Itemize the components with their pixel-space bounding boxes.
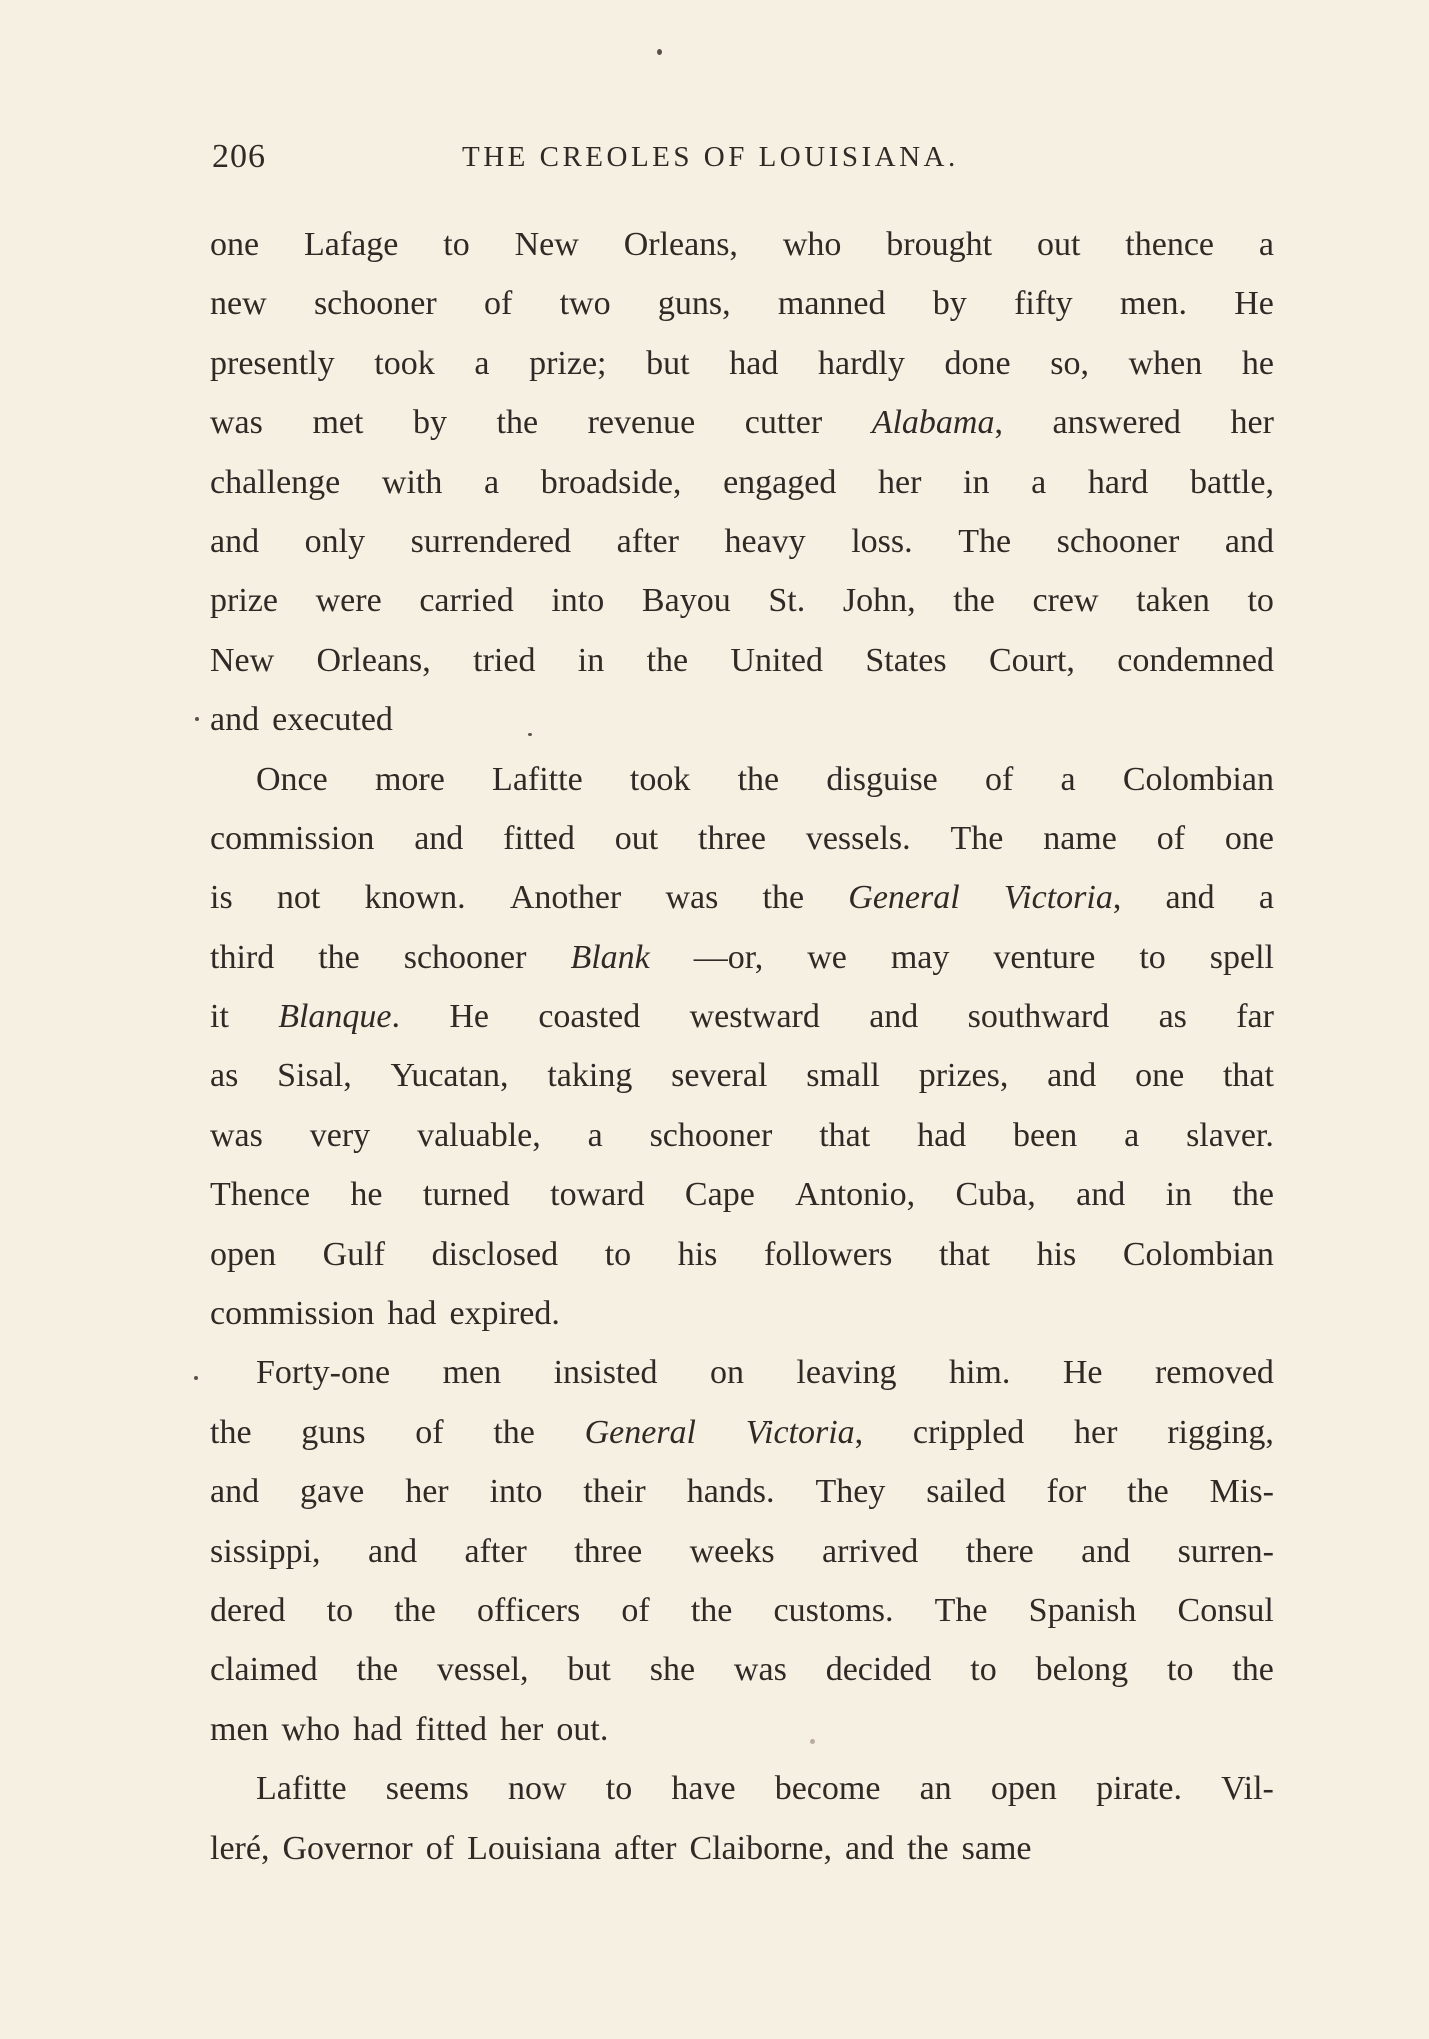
word: he	[1241, 344, 1274, 382]
word: Antonio,	[795, 1176, 916, 1214]
word: Lafage	[303, 226, 399, 263]
word: schooner	[1056, 522, 1180, 560]
word: leaving	[796, 1354, 897, 1392]
word: fitted	[415, 1710, 487, 1748]
word: Claiborne,	[689, 1829, 833, 1867]
word: Gulf	[322, 1235, 385, 1273]
word: John,	[842, 582, 916, 620]
word: done	[944, 344, 1011, 382]
word: three	[574, 1532, 643, 1570]
word: have	[671, 1770, 736, 1808]
word: broadside,	[540, 463, 682, 501]
word: the	[1232, 1176, 1274, 1214]
word: condemned	[1117, 641, 1274, 679]
word: claimed	[210, 1651, 318, 1689]
word: her	[499, 1710, 544, 1748]
word: hard	[1087, 463, 1149, 501]
word: the	[953, 582, 995, 620]
word: to	[326, 1591, 354, 1629]
word: and	[1047, 1057, 1097, 1095]
word: and	[1165, 879, 1215, 917]
word: and	[210, 522, 260, 560]
text-line	[210, 571, 1274, 630]
word: weeks	[689, 1532, 775, 1570]
word: out.	[556, 1710, 609, 1748]
word: States	[865, 641, 947, 679]
word: only	[304, 522, 366, 560]
word: Forty-one	[256, 1354, 391, 1392]
word: so,	[1050, 344, 1089, 382]
text-line	[210, 274, 1274, 333]
word: surrendered	[410, 522, 572, 560]
word: her	[405, 1473, 449, 1511]
word: Victoria,	[745, 1413, 864, 1451]
word: insisted	[553, 1354, 658, 1392]
word: the	[356, 1651, 399, 1689]
word: of	[425, 1829, 455, 1867]
word: Orleans,	[623, 226, 738, 263]
word: Lafitte	[256, 1770, 347, 1808]
word: He	[1234, 285, 1274, 323]
text-line	[210, 1106, 1274, 1165]
word: hands.	[686, 1473, 775, 1511]
word: to	[1247, 582, 1274, 620]
word: tried	[473, 641, 536, 679]
word: to	[604, 1235, 632, 1273]
word: sissippi,	[210, 1532, 321, 1570]
word: Orleans,	[316, 641, 431, 679]
word: heavy	[724, 522, 806, 560]
word: westward	[689, 998, 820, 1036]
word: decided	[825, 1651, 932, 1689]
word: far	[1236, 998, 1274, 1036]
word: challenge	[210, 463, 341, 501]
word: of	[621, 1591, 650, 1629]
word: into	[489, 1473, 543, 1511]
word: out	[1036, 226, 1081, 263]
word: men	[210, 1710, 269, 1748]
word: of	[415, 1413, 444, 1451]
word: with	[381, 463, 443, 501]
word: rigging,	[1167, 1413, 1274, 1451]
text-line	[210, 1403, 1274, 1462]
word: commission	[210, 1295, 375, 1333]
word: New	[210, 641, 275, 679]
word: the	[493, 1413, 535, 1451]
word: crippled	[912, 1413, 1025, 1451]
word: arrived	[822, 1532, 919, 1570]
word: to	[1139, 938, 1166, 976]
text-line	[210, 987, 1274, 1046]
word: to	[605, 1770, 633, 1808]
text-line	[210, 868, 1274, 927]
word: three	[698, 819, 766, 857]
word: may	[890, 938, 950, 976]
word: known.	[364, 879, 466, 917]
word: removed	[1154, 1354, 1274, 1392]
word: her	[1074, 1413, 1118, 1451]
word: had	[353, 1710, 403, 1748]
word: answered	[1052, 404, 1181, 442]
ink-speck	[195, 717, 199, 721]
word: become	[774, 1770, 881, 1808]
word: presently	[210, 344, 335, 382]
text-line	[210, 1700, 1274, 1759]
word: Vil-	[1221, 1770, 1274, 1808]
word: we	[807, 938, 847, 976]
word: Once	[256, 760, 328, 798]
word: prize;	[529, 344, 607, 382]
word: the	[318, 938, 360, 976]
word: spell	[1209, 938, 1274, 976]
word: Alabama,	[871, 404, 1003, 442]
word: Bayou	[641, 582, 731, 620]
word: she	[649, 1651, 696, 1689]
word: to	[970, 1651, 997, 1689]
word: their	[583, 1473, 646, 1511]
ink-speck	[194, 1376, 198, 1380]
word: and	[210, 1473, 260, 1511]
text-line	[210, 1284, 1274, 1343]
word: He	[1062, 1354, 1103, 1392]
word: to	[443, 226, 470, 263]
paragraph	[210, 1343, 1274, 1759]
word: was	[665, 879, 719, 917]
word: of	[1156, 819, 1186, 857]
word: her	[1230, 404, 1274, 442]
word: two	[559, 285, 611, 323]
word: They	[815, 1473, 886, 1511]
word: small	[806, 1057, 880, 1095]
word: coasted	[538, 998, 641, 1036]
word: for	[1046, 1473, 1087, 1511]
word: of	[483, 285, 513, 323]
word: took	[374, 344, 435, 382]
word: took	[629, 760, 691, 798]
word: is	[210, 879, 233, 917]
word: vessels.	[805, 819, 911, 857]
word: by	[412, 404, 447, 442]
word: open	[990, 1770, 1057, 1808]
word: Louisiana	[467, 1829, 602, 1867]
word: in	[1165, 1176, 1193, 1214]
paragraph	[210, 750, 1274, 1344]
word: same	[961, 1829, 1032, 1867]
word: his	[1036, 1235, 1077, 1273]
word: The	[934, 1591, 988, 1629]
word: United	[730, 641, 824, 679]
word: met	[312, 404, 364, 442]
word: a	[1124, 1116, 1140, 1154]
word: Another	[509, 879, 622, 917]
word: had	[387, 1295, 437, 1333]
text-line	[210, 1581, 1274, 1640]
word: Mis-	[1209, 1473, 1274, 1511]
word: as	[1158, 998, 1187, 1036]
word: and	[869, 998, 919, 1036]
word: Court,	[988, 641, 1075, 679]
word: fitted	[503, 819, 575, 857]
word: out	[614, 819, 659, 857]
word: and	[845, 1829, 895, 1867]
word: one	[1135, 1057, 1185, 1095]
word: toward	[550, 1176, 645, 1214]
word: seems	[385, 1770, 469, 1808]
text-line	[210, 453, 1274, 512]
word: by	[932, 285, 967, 323]
word: loss.	[851, 522, 913, 560]
word: slaver.	[1186, 1116, 1274, 1154]
word: Colombian	[1122, 1235, 1274, 1273]
word: but	[646, 344, 690, 382]
word: a	[587, 1116, 603, 1154]
word: disguise	[826, 760, 938, 798]
ink-speck	[657, 49, 662, 55]
word: General	[584, 1413, 697, 1451]
word: in	[577, 641, 605, 679]
word: into	[551, 582, 605, 620]
word: thence	[1125, 226, 1215, 263]
word: was	[210, 1116, 263, 1154]
word: that	[939, 1235, 990, 1273]
word: turned	[422, 1176, 510, 1214]
text-line	[210, 1759, 1274, 1818]
word: but	[567, 1651, 611, 1689]
word: and	[367, 1532, 418, 1570]
word: hardly	[817, 344, 905, 382]
word: St.	[768, 582, 806, 620]
word: very	[309, 1116, 371, 1154]
word: a	[484, 463, 500, 501]
word: been	[1013, 1116, 1078, 1154]
word: as	[210, 1057, 239, 1095]
text-line	[210, 512, 1274, 571]
word: The	[950, 819, 1004, 857]
word: officers	[476, 1591, 581, 1629]
text-line	[210, 1046, 1274, 1105]
word: the	[646, 641, 689, 679]
word: open	[210, 1235, 277, 1273]
text-line	[210, 928, 1274, 987]
word: brought	[886, 226, 993, 263]
word: cutter	[744, 404, 823, 442]
text-line	[210, 750, 1274, 809]
word: in	[963, 463, 990, 501]
word: a	[1031, 463, 1047, 501]
word: He	[449, 998, 489, 1036]
word: venture	[993, 938, 1096, 976]
text-line	[210, 809, 1274, 868]
page-number: 206	[212, 138, 266, 175]
text-line	[210, 1522, 1274, 1581]
word: expired.	[449, 1295, 560, 1333]
word: pirate.	[1096, 1770, 1182, 1808]
text-line	[210, 1462, 1274, 1521]
word: now	[508, 1770, 567, 1808]
word: surren-	[1177, 1532, 1274, 1570]
word: Colombian	[1122, 760, 1274, 798]
word: taken	[1136, 582, 1210, 620]
text-line	[210, 690, 1274, 749]
word: the	[737, 760, 780, 798]
word: more	[374, 760, 445, 798]
word: prize	[210, 582, 278, 620]
word: carried	[419, 582, 514, 620]
word: Governor	[282, 1829, 413, 1867]
word: of	[985, 760, 1014, 798]
word: several	[671, 1057, 768, 1095]
word: were	[315, 582, 382, 620]
text-line	[210, 1640, 1274, 1699]
paragraph	[210, 215, 1274, 750]
word: his	[677, 1235, 718, 1273]
word: on	[709, 1354, 744, 1392]
word: men.	[1119, 285, 1187, 323]
word: crew	[1032, 582, 1099, 620]
word: Cape	[684, 1176, 755, 1214]
paragraph	[210, 1759, 1274, 1878]
word: that	[1222, 1057, 1274, 1095]
word: a	[1258, 879, 1274, 917]
running-head: THE CREOLES OF LOUISIANA.	[462, 141, 959, 173]
text-line	[210, 631, 1274, 690]
word: the	[1232, 1651, 1274, 1689]
word: schooner	[403, 938, 527, 976]
word: had	[729, 344, 779, 382]
word: and	[210, 701, 260, 739]
word: and	[1076, 1176, 1126, 1214]
word: one	[210, 226, 260, 263]
word: the	[690, 1591, 733, 1629]
word: General	[848, 879, 960, 917]
word: a	[1060, 760, 1076, 798]
word: The	[958, 522, 1012, 560]
word: to	[1167, 1651, 1194, 1689]
word: Yucatan,	[390, 1057, 509, 1095]
text-line	[210, 1225, 1274, 1284]
body-text	[210, 215, 1274, 1878]
word: had	[917, 1116, 967, 1154]
word: —or,	[693, 938, 764, 976]
word: New	[514, 226, 579, 263]
word: manned	[777, 285, 886, 323]
word: was	[210, 404, 263, 442]
word: Spanish	[1028, 1591, 1137, 1629]
word: him.	[948, 1354, 1011, 1392]
word: Victoria,	[1003, 879, 1122, 917]
text-line	[210, 393, 1274, 452]
word: Blanque.	[278, 998, 401, 1036]
word: Lafitte	[492, 760, 583, 798]
word: taking	[547, 1057, 633, 1095]
word: battle,	[1189, 463, 1274, 501]
word: who	[281, 1710, 341, 1748]
word: after	[616, 522, 679, 560]
word: one	[1224, 819, 1274, 857]
word: prizes,	[918, 1057, 1009, 1095]
word: the	[762, 879, 805, 917]
word: dered	[210, 1591, 286, 1629]
word: valuable,	[417, 1116, 541, 1154]
word: customs.	[773, 1591, 894, 1629]
text-line	[210, 1165, 1274, 1224]
word: guns,	[657, 285, 731, 323]
word: engaged	[723, 463, 837, 501]
word: Consul	[1177, 1591, 1274, 1629]
word: schooner	[313, 285, 437, 323]
word: fifty	[1014, 285, 1073, 323]
text-line	[210, 1819, 1274, 1878]
word: guns	[301, 1413, 366, 1451]
word: the	[907, 1829, 949, 1867]
word: new	[210, 285, 267, 323]
word: her	[877, 463, 922, 501]
word: not	[276, 879, 321, 917]
word: the	[210, 1413, 252, 1451]
page-header	[212, 138, 1272, 182]
word: vessel,	[436, 1651, 529, 1689]
word: commission	[210, 819, 375, 857]
word: belong	[1035, 1651, 1129, 1689]
word: it	[210, 998, 229, 1036]
word: and	[414, 819, 464, 857]
word: after	[614, 1829, 677, 1867]
word: was	[733, 1651, 787, 1689]
word: when	[1128, 344, 1203, 382]
text-line	[210, 1343, 1274, 1402]
word: an	[919, 1770, 952, 1808]
word: southward	[967, 998, 1110, 1036]
word: Sisal,	[277, 1057, 352, 1095]
word: and	[1081, 1532, 1131, 1570]
word: executed	[272, 701, 393, 739]
word: and	[1224, 522, 1274, 560]
text-line	[210, 334, 1274, 393]
word: gave	[300, 1473, 365, 1511]
word: he	[350, 1176, 383, 1214]
word: third	[210, 938, 275, 976]
word: leré,	[210, 1829, 270, 1867]
word: Blank	[570, 938, 650, 976]
word: schooner	[649, 1116, 773, 1154]
word: the	[1127, 1473, 1169, 1511]
text-line	[210, 215, 1274, 274]
word: after	[464, 1532, 527, 1570]
word: a	[474, 344, 490, 382]
word: disclosed	[431, 1235, 559, 1273]
word: men	[442, 1354, 502, 1392]
word: that	[819, 1116, 871, 1154]
word: a	[1258, 226, 1274, 263]
word: sailed	[926, 1473, 1006, 1511]
word: name	[1043, 819, 1117, 857]
word: the	[394, 1591, 436, 1629]
word: revenue	[587, 404, 696, 442]
word: followers	[764, 1235, 893, 1273]
word: there	[965, 1532, 1034, 1570]
word: Cuba,	[955, 1176, 1036, 1214]
word: who	[782, 226, 842, 263]
word: the	[496, 404, 539, 442]
word: Thence	[210, 1176, 311, 1214]
